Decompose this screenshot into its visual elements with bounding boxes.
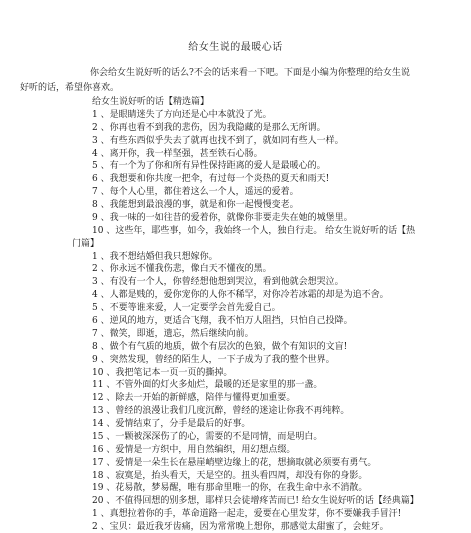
list-item: 4 、人都是贱的，爱你宠你的人你不稀罕，对你冷若冰霜的却是为追不舍。 (92, 290, 389, 301)
intro-line-2: 好听的话，希望你喜欢。 (20, 83, 120, 93)
intro-line-1: 你会给女生说好听的话么?不会的话来看一下吧。下面是小编为你整理的给女生说 (90, 68, 410, 78)
list-item: 5 、有一个为了你和所有异性保持距离的爱人是最暖心的。 (92, 161, 326, 172)
list-item: 4 、离开你，我一样坚强，甚至铁石心肠。 (92, 148, 263, 159)
list-item: 10 、我把笔记本一页一页的撕掉。 (92, 367, 233, 378)
list-item: 7 、每个人心里，都住着这么一个人，遥远的爱着。 (92, 187, 299, 198)
list-item: 2 、你永远不懂我伤悲，像白天不懂夜的黑。 (92, 264, 272, 275)
section-heading-featured: 给女生说好听的话【精选篇】 (92, 97, 210, 107)
list-item: 18 、寂寞是，抬头看天，天是空的。扭头看四周，却没有你的身影。 (92, 470, 368, 481)
list-item: 13 、曾经的浪漫让我们几度沉醉，曾经的迷途让你我不再纯粹。 (92, 406, 350, 417)
list-item: 7 、微笑，即逝，遗忘，然后继续向前。 (92, 328, 254, 339)
list-item: 3 、有没有一个人，你曾经想他想到哭泣，看到他就会想哭泣。 (92, 277, 344, 288)
section-heading-popular-tail: 门篇】 (72, 238, 100, 249)
list-item: 8 、我能想到最浪漫的事，就是和你一起慢慢变老。 (92, 200, 299, 210)
list-item: 8 、做个有气质的地质，做个有层次的色狼，做个有知识的文盲! (92, 341, 348, 352)
list-item: 15 、一颗被深深伤了的心，需要的不是同情，而是明白。 (92, 431, 323, 442)
list-item: 19 、花易散，梦易醒，唯有那命里唯一的你，在我生命中永不消散。 (92, 483, 368, 494)
list-item: 1 、我不想结婚但我只想嫁你。 (92, 251, 218, 262)
list-item: 20 、不值得回想的别多想，耶样只会徒增疼苦而已! 给女生说好听的话【经典篇】 (92, 496, 419, 507)
list-item: 9 、突然发现，曾经的陌生人，一下子成为了我的整个世界。 (92, 354, 335, 365)
list-item: 12 、除去一开始的新鲜感，陪伴与懂得更加重要。 (92, 393, 296, 404)
list-item: 6 、逆风的地方，更适合飞翔，我不怕万人阻挡，只怕自己投降。 (92, 315, 353, 326)
list-item: 1 、是眼睛迷失了方向还是心中本就没了光。 (92, 109, 272, 120)
list-item: 2 、宝贝：最近我牙齿痛，因为常常晚上想你，那感觉太甜蜜了，会蛀牙。 (92, 522, 389, 532)
list-item: 11 、不管外面的灯火多灿烂，最暖的还是家里的那一盏。 (92, 380, 323, 391)
document-title: 给女生说的最暖心话 (188, 42, 283, 53)
list-item: 2 、你再也看不到我的悲伤，因为我隐藏的是那么无所谓。 (92, 122, 326, 133)
list-item: 1 、真想拉着你的手，革命道路一起走，爱要在心里发芽，你不要嫌我手冒汗! (92, 509, 402, 520)
list-item: 17 、爱情是一朵生长在悬崖峭壁边缘上的花，想摘取就必须要有勇气。 (92, 457, 377, 468)
list-item: 16 、爱情是一方织中，用自然编织，用幻想点缀。 (92, 444, 296, 455)
list-item: 9 、我一味的一如往昔的爱着你，就像你非要走失在她的城堡里。 (92, 212, 353, 223)
list-item: 3 、有些东西似乎失去了就再也找不到了，就如同有些人一样。 (92, 135, 344, 146)
list-item: 5 、不要等谁来爱，人一定要学会首先爱自己。 (92, 303, 281, 314)
list-item: 14 、爱情结束了，分手是最后的好事。 (92, 419, 251, 429)
list-item: 6 、我想要和你共度一把伞，有过每一个炎热的夏天和雨天! (92, 174, 330, 185)
list-item: 10 、这些年，耶些事，如今，我始终一个人，独自行走。 给女生说好听的话【热 (92, 225, 416, 236)
intro-paragraph (20, 66, 417, 96)
